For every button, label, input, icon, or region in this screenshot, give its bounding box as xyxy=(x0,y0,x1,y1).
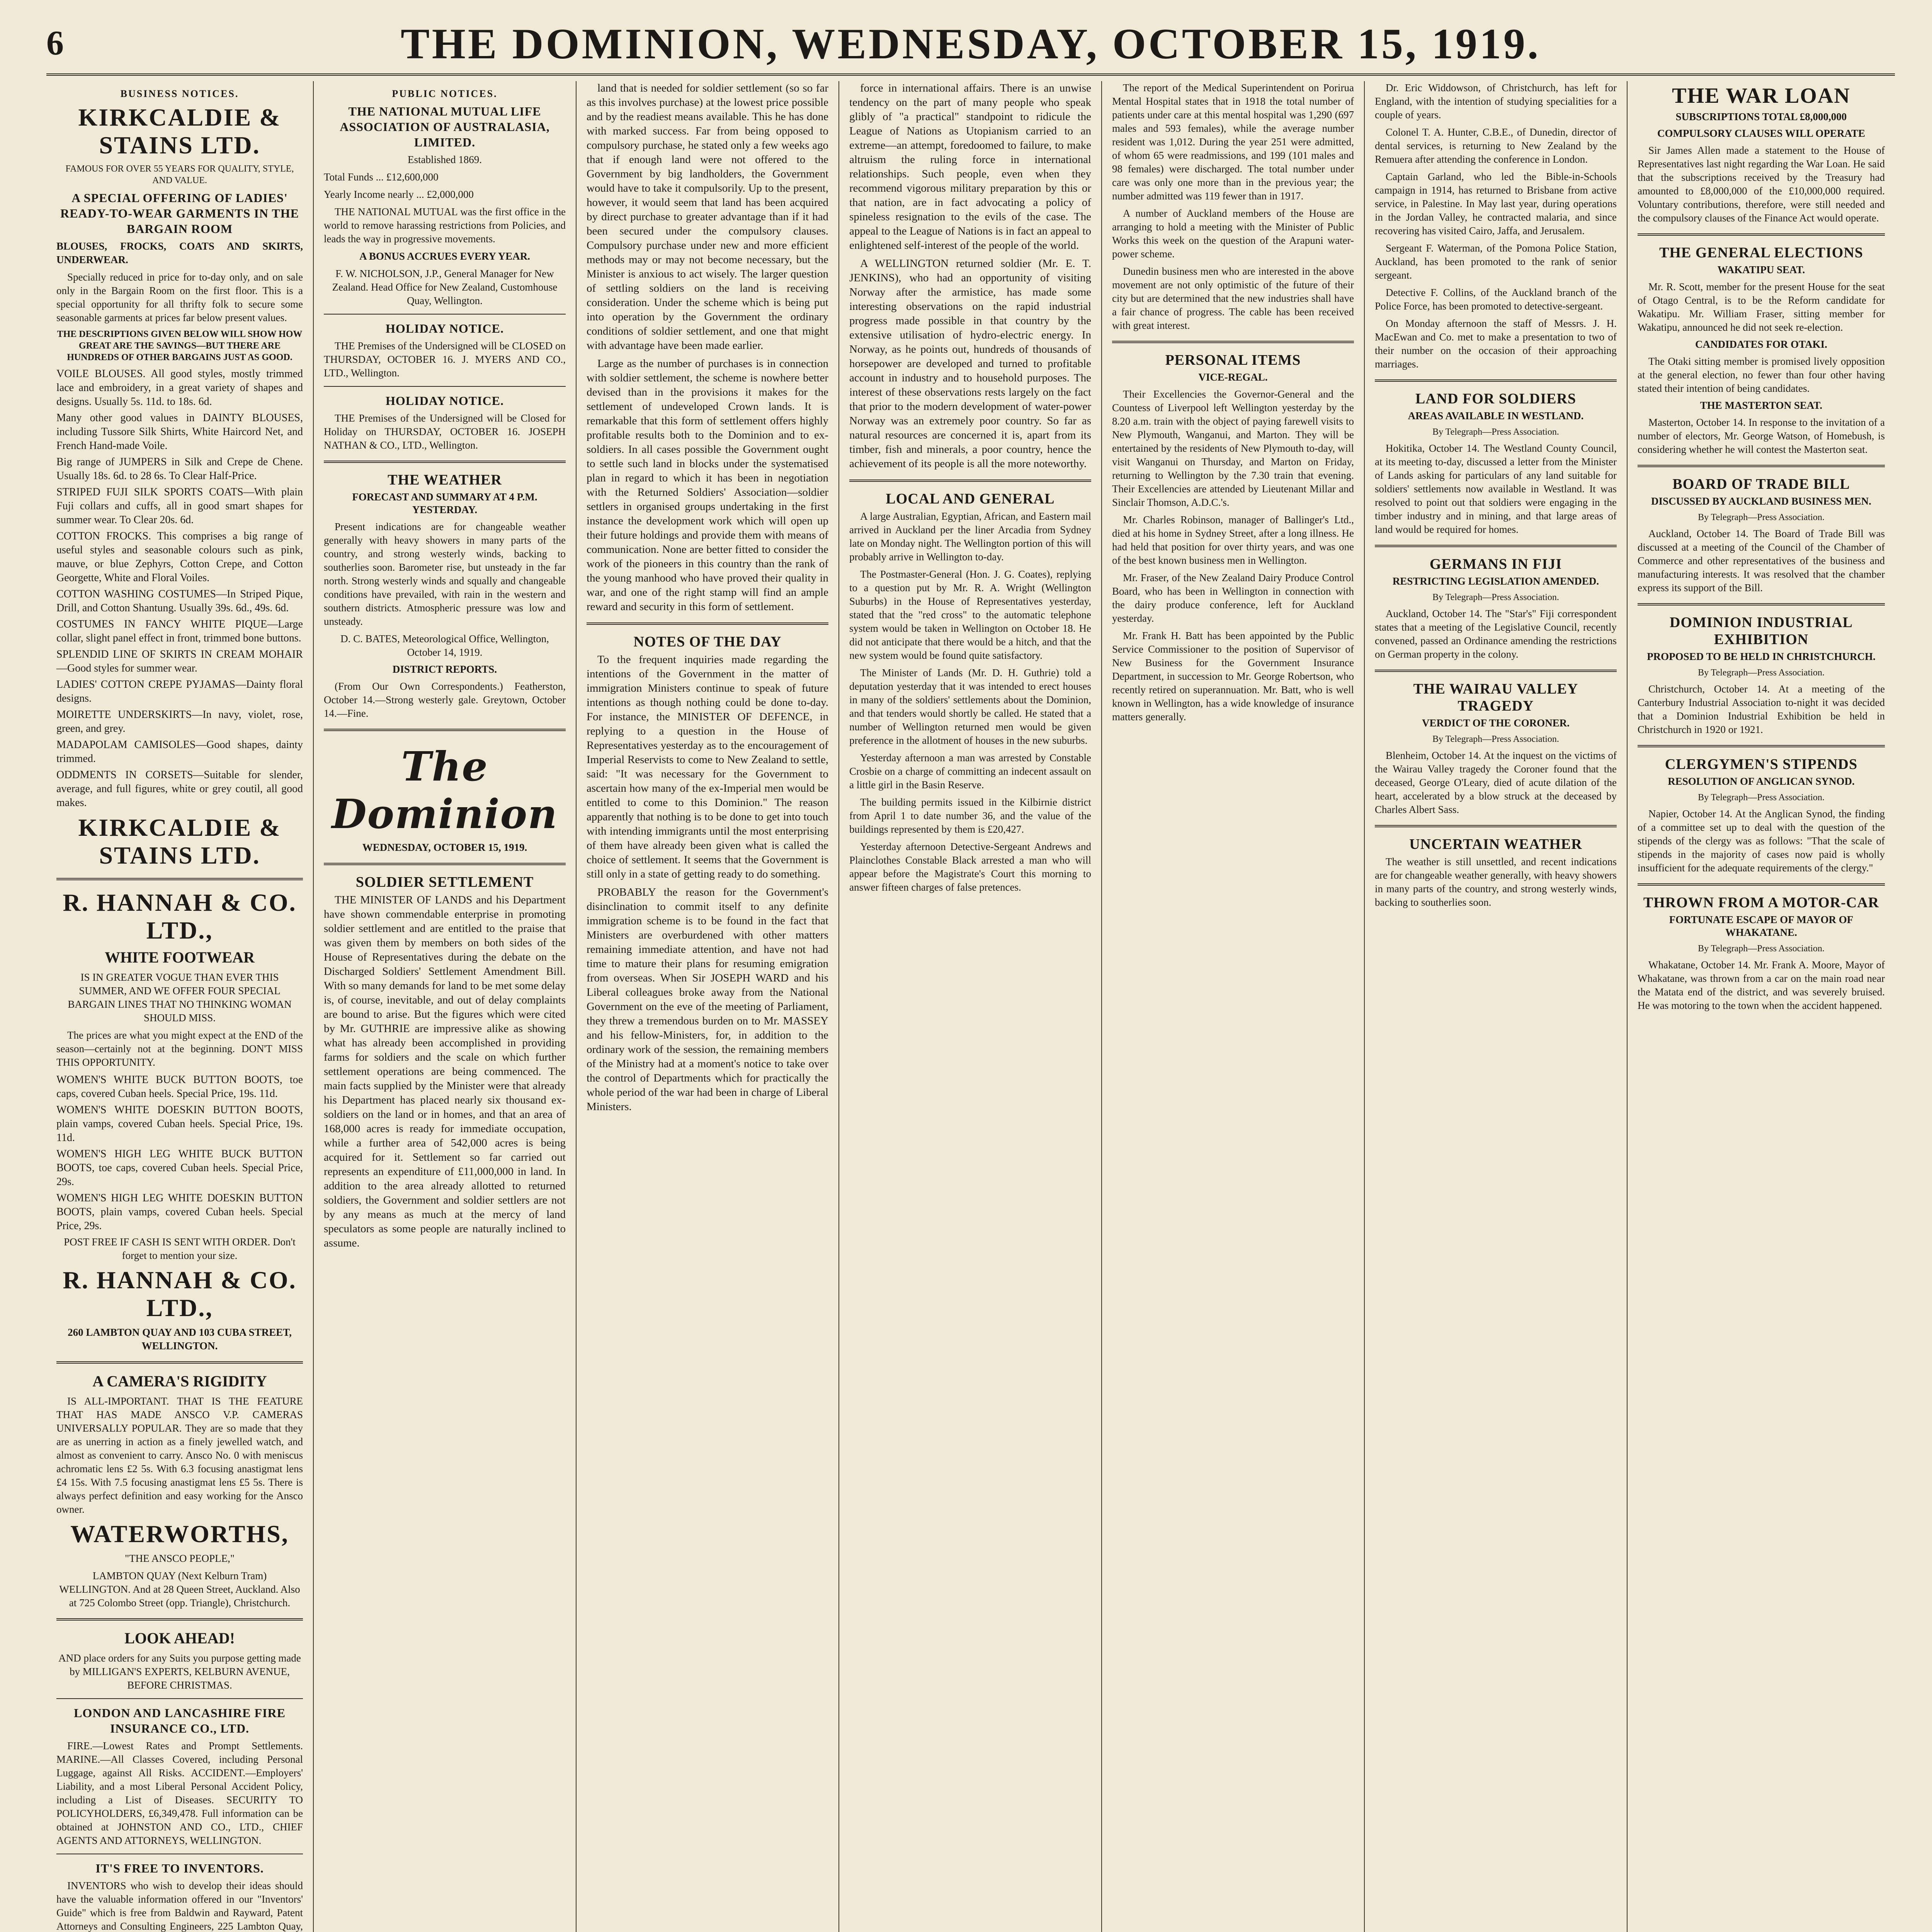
ad-line: SPLENDID LINE OF SKIRTS IN CREAM MOHAIR—Good styles for summer wear. xyxy=(56,648,303,674)
divider xyxy=(849,480,1091,482)
ad-line: Big range of JUMPERS in Silk and Crepe de Chene. Usually 18s. 6d. to 28 6s. To Clear Half-Price. xyxy=(56,456,303,482)
ad-heading: LOOK AHEAD! xyxy=(124,1629,235,1647)
article-text: Auckland, October 14. The Board of Trade Bill was discussed at a meeting of the Council of the Chamber of Commerce and other representatives of the business and manufacturing interests. It was resolved that the chamber express its support of the Bill. xyxy=(1638,528,1885,594)
divider xyxy=(1638,745,1885,747)
divider xyxy=(56,1618,303,1621)
ad-text: IS ALL-IMPORTANT. THAT IS THE FEATURE THAT HAS MADE ANSCO V.P. CAMERAS UNIVERSALLY POPULAR. They are so made that they are as unerring in action as a finely jewelled watch, and almost as convenient to carry. Ansco No. 0 with meniscus achromatic lens £2 5s. With 6.3 focusing anastigmat lens £4 15s. With 7.5 focusing anastigmat lens £5 5s. There is always perfect definition and easy working for the Ansco owner. xyxy=(56,1395,303,1515)
divider xyxy=(587,622,828,625)
article-text: Mr. R. Scott, member for the present House for the seat of Otago Central, is to be the Reform candidate for Wakatipu. Mr. William Fraser, sitting member for Wakatipu, announced he did not seek re-election. xyxy=(1638,281,1885,333)
column-3 xyxy=(576,81,838,1932)
ad-text: INVENTORS who wish to develop their ideas should have the valuable information offered in our "Inventors' Guide" which is free from Baldwin and Rayward, Patent Attorneys and Consulting Engineers, 225 Lambton Quay, xyxy=(56,1880,303,1932)
newspaper-title: THE DOMINION, WEDNESDAY, OCTOBER 15, 1919. xyxy=(401,20,1541,68)
divider xyxy=(324,314,566,315)
article-heading: THE WAR LOAN xyxy=(1672,84,1850,108)
ad-heading: WATERWORTHS, xyxy=(70,1520,289,1548)
notice-heading: THE NATIONAL MUTUAL LIFE ASSOCIATION OF AUSTRALASIA, LIMITED. xyxy=(340,104,550,149)
article-heading: THROWN FROM A MOTOR-CAR xyxy=(1643,895,1879,911)
article-text: Present indications are for changeable weather generally with heavy showers in many parts of the country, and strong westerly winds, backing to southerlies soon. Barometer rise, but unsteady in the far north. Strong westerly winds and squally and changeable conditions have prevailed, with rain in the western and southern districts. Atmospheric pressure was low and unsteady. xyxy=(324,521,566,627)
ad-heading: KIRKCALDIE & STAINS LTD. xyxy=(78,814,281,869)
article-text: The weather is still unsettled, and recent indications are for changeable weather generally, with heavy showers in many parts of the country, and strong westerly winds, backing to southerlies soon. xyxy=(1375,856,1617,908)
ad-tagline: FAMOUS FOR OVER 55 YEARS FOR QUALITY, STYLE, AND VALUE. xyxy=(65,164,294,185)
divider xyxy=(1638,465,1885,467)
notice-bonus: A BONUS ACCRUES EVERY YEAR. xyxy=(359,250,530,262)
article-byline: By Telegraph—Press Association. xyxy=(1698,512,1825,522)
ad-line: LADIES' COTTON CREPE PYJAMAS—Dainty floral designs. xyxy=(56,679,303,704)
article-heading: NOTES OF THE DAY xyxy=(633,634,782,650)
article-heading: LOCAL AND GENERAL xyxy=(886,491,1055,507)
divider xyxy=(1375,379,1617,382)
article-text: On Monday afternoon the staff of Messrs. J. H. MacEwan and Co. met to make a presentation to two of their number on the occasion of their approaching marriages. xyxy=(1375,318,1617,370)
article-subheading: VICE-REGAL. xyxy=(1198,371,1268,383)
ad-items: BLOUSES, FROCKS, COATS AND SKIRTS, UNDERWEAR. xyxy=(56,240,303,265)
article-text: Hokitika, October 14. The Westland County Council, at its meeting to-day, discussed a letter from the Minister of Lands asking for particulars of any land suitable for soldiers' settlements now available in Westland. It was resolved to point out that soldiers were engaging in the timber industry and in mining, and that large areas of land would be required for homes. xyxy=(1375,442,1617,535)
article-subheading: SUBSCRIPTIONS TOTAL £8,000,000 xyxy=(1675,111,1847,122)
leader-text: land that is needed for soldier settlement (so so far as this involves purchase) at the lowest price possible and by the readiest means available. This he has done with marked success. Far from being opposed to compulsory purchase, he stated only a few weeks ago that if enough land were not offered to the Government by big landholders, the Government would have to take it compulsorily. Up to the present, however, it would seem that land has been acquired by direct purchase to greater advantage than if it had been secured under the compulsory clauses. Compulsory purchase under new and more efficient methods may or may not become necessary, but the Minister is anxious to act wisely. The larger question of settling soldiers on the land is receiving consideration. Under the scheme which is being put into operation by the Government the ordinary conditions of soldier settlement, and one that might with advantage have been made earlier. xyxy=(587,82,828,352)
article-signature: D. C. BATES, Meteorological Office, Wellington, October 14, 1919. xyxy=(340,633,549,658)
article-text: Auckland, October 14. The "Star's" Fiji correspondent states that a meeting of the Legislative Council, recently convened, passed an Ordinance amending the restrictions on German property in the colony. xyxy=(1375,608,1617,660)
article-text: The Minister of Lands (Mr. D. H. Guthrie) told a deputation yesterday that it was intended to erect houses in many of the soldiers' settlements about the Dominion, and that tenders would shortly be called. He stated that a number of Wellington returned men would be given preference in the allotment of houses in the new suburbs. xyxy=(849,667,1091,746)
article-byline: By Telegraph—Press Association. xyxy=(1432,734,1559,744)
article-text: Napier, October 14. At the Anglican Synod, the finding of a committee set up to deal with the question of the stipends of the clergy was as follows: "That the scale of stipends in the majority of cases now paid is wholly insufficient for the adequate requirements of the clergy." xyxy=(1638,808,1885,874)
divider xyxy=(56,878,303,880)
article-heading: THE GENERAL ELECTIONS xyxy=(1659,245,1863,261)
article-subheading: FORTUNATE ESCAPE OF MAYOR OF WHAKATANE. xyxy=(1669,914,1854,938)
ad-line: WOMEN'S HIGH LEG WHITE BUCK BUTTON BOOTS, toe caps, covered Cuban heels. Special Price, 29s. xyxy=(56,1148,303,1188)
article-text: Masterton, October 14. In response to the invitation of a number of electors, Mr. George Watson, of Homebush, is considering whether he will contest the Masterton seat. xyxy=(1638,417,1885,455)
article-text: The report of the Medical Superintendent on Porirua Mental Hospital states that in 1918 the total number of patients under care at this mental hospital was 1,290 (697 males and 593 females), while the average number resident was 1,012. During the year 251 were admitted, of whom 65 were readmissions, and 199 (101 males and 98 females) were discharged. The total number under care was only one more than in the previous year; the number admitted was 119 fewer than in 1917. xyxy=(1112,82,1354,202)
section-label: BUSINESS NOTICES. xyxy=(120,88,239,99)
ad-line: COTTON WASHING COSTUMES—In Striped Pique, Drill, and Cotton Shantung. Usually 39s. 6d., 49s. 6d. xyxy=(56,588,303,614)
article-subheading: CANDIDATES FOR OTAKI. xyxy=(1695,338,1827,350)
article-text: To the frequent inquiries made regarding the intentions of the Government in the matter of immigration Ministers continue to speak of future intentions as though nothing could be done to-day. For instance, the MINISTER OF DEFENCE, in replying to a question in the House of Representatives yesterday as to the encouragement of Imperial Reservists to come to New Zealand to settle, said: "It was necessary for the Government to ascertain how many of the ex-Imperial men would be entitled to come to this Dominion." The reason apparently that nothing is to be done to get into touch with intending immigrants until the most enterprising of them have already been given what is called the choice of settlement. It seems that the Government is still only in a state of getting ready to do something. xyxy=(587,653,828,880)
ad-line: VOILE BLOUSES. All good styles, mostly trimmed lace and embroidery, in a great variety of shapes and designs. Usually 5s. 11d. to 18s. 6d. xyxy=(56,368,303,408)
article-text: A number of Auckland members of the House are arranging to hold a meeting with the Minister of Public Works this week on the question of the Arapuni water-power scheme. xyxy=(1112,207,1354,260)
article-byline: By Telegraph—Press Association. xyxy=(1698,793,1825,803)
notice-funds: Total Funds ... £12,600,000 xyxy=(324,171,439,183)
ad-heading: LONDON AND LANCASHIRE FIRE INSURANCE CO., LTD. xyxy=(74,1706,286,1735)
article-text: Blenheim, October 14. At the inquest on the victims of the Wairau Valley tragedy the Coroner found that the deceased, George O'Leary, died of acute dilation of the heart, accelerated by a blow struck at the deceased by Charles Albert Sass. xyxy=(1375,750,1617,815)
ad-intro: Specially reduced in price for to-day only, and on sale only in the Bargain Room on the first floor. This is a special opportunity for all thrifty folk to secure some seasonable garments at prices far below present values. xyxy=(56,271,303,323)
article-subheading: COMPULSORY CLAUSES WILL OPERATE xyxy=(1657,128,1865,139)
newspaper-nameplate: The Dominion xyxy=(332,743,558,838)
article-subheading: RESTRICTING LEGISLATION AMENDED. xyxy=(1392,575,1599,587)
article-text: Dr. Eric Widdowson, of Christchurch, has left for England, with the intention of studying specialities for a couple of years. xyxy=(1375,82,1617,121)
article-text: Mr. Fraser, of the New Zealand Dairy Produce Control Board, who has been in Wellington in connection with the dairy produce conference, left for Auckland yesterday. xyxy=(1112,572,1354,624)
notice-text: THE NATIONAL MUTUAL was the first office in the world to remove harassing restrictions from Policies, and leads the way in progressive movements. xyxy=(324,206,566,245)
article-subheading: PROPOSED TO BE HELD IN CHRISTCHURCH. xyxy=(1647,651,1876,662)
ad-line: COTTON FROCKS. This comprises a big range of useful styles and seasonable colours such as pink, mauve, or blue Zephyrs, Cotton Crepe, and Cotton Georgette, White and Floral Voiles. xyxy=(56,530,303,584)
divider xyxy=(324,729,566,731)
article-text: Sergeant F. Waterman, of the Pomona Police Station, Auckland, has been promoted to the rank of senior sergeant. xyxy=(1375,242,1617,281)
ad-heading: KIRKCALDIE & STAINS LTD. xyxy=(78,104,281,159)
ad-text: The prices are what you might expect at the END of the season—certainly not at the beginning. DON'T MISS THIS OPPORTUNITY. xyxy=(56,1029,303,1068)
article-text: Mr. Charles Robinson, manager of Ballinger's Ltd., died at his home in Sydney Street, after a long illness. He had held that position for over thirty years, and was one of the best known business men in Wellington. xyxy=(1112,514,1354,566)
article-text: Yesterday afternoon a man was arrested by Constable Crosbie on a charge of committing an indecent assault on a little girl in the Basin Reserve. xyxy=(849,752,1091,791)
article-text: Captain Garland, who led the Bible-in-Schools campaign in 1914, has returned to Brisbane from active service, in Palestine. In May last year, during operations in the Jordan Valley, he contracted malaria, and since recovering has visited Cairo, Jaffa, and Jerusalem. xyxy=(1375,171,1617,236)
ad-description: THE DESCRIPTIONS GIVEN BELOW WILL SHOW HOW GREAT ARE THE SAVINGS—BUT THERE ARE HUNDREDS OF OTHER BARGAINS JUST AS GOOD. xyxy=(57,329,303,362)
article-text: Whakatane, October 14. Mr. Frank A. Moore, Mayor of Whakatane, was thrown from a car on the main road near the Matata end of the district, and was severely bruised. He was motoring to the town when the accident happened. xyxy=(1638,959,1885,1011)
divider xyxy=(1375,545,1617,547)
ad-line: Many other good values in DAINTY BLOUSES, including Tussore Silk Shirts, White Haircord Net, and French Hand-made Voile. xyxy=(56,412,303,452)
article-heading: LAND FOR SOLDIERS xyxy=(1415,391,1577,407)
article-text: The Postmaster-General (Hon. J. G. Coates), replying to a question put by Mr. R. A. Wright (Wellington Suburbs) in the House of Representatives yesterday, stated that the "red cross" to the automatic telephone system would be taken in Wellington on October 18. He did not anticipate that there would be a hitch, and that the new system would be found quite satisfactory. xyxy=(849,568,1091,661)
page-number: 6 xyxy=(46,24,64,62)
article-heading: PERSONAL ITEMS xyxy=(1165,352,1301,368)
article-subheading: WAKATIPU SEAT. xyxy=(1717,264,1805,276)
article-text: PROBABLY the reason for the Government's disinclination to commit itself to any definite immigration scheme is to be found in the fact that Ministers are overburdened with other matters remaining immediate attention, and have not had time to mature their plans for resuming emigration from overseas. When Sir JOSEPH WARD and his Liberal colleagues broke away from the National Government on the eve of the meeting of Parliament, they threw a tremendous burden on to Mr. MASSEY and his fellow-Ministers, for, in addition to the ordinary work of the session, the remaining members of the Ministry had at a moment's notice to take over the control of Departments which for practically the whole period of the war had been in charge of Liberal Ministers. xyxy=(587,886,828,1113)
ad-subheading: WHITE FOOTWEAR xyxy=(105,949,255,966)
ad-text: POST FREE IF CASH IS SENT WITH ORDER. Don't forget to mention your size. xyxy=(64,1236,296,1261)
article-subheading: RESOLUTION OF ANGLICAN SYNOD. xyxy=(1668,776,1855,787)
divider xyxy=(1112,341,1354,343)
ad-subheading: A SPECIAL OFFERING OF LADIES' READY-TO-WEAR GARMENTS IN THE BARGAIN ROOM xyxy=(60,191,299,236)
ad-heading: R. HANNAH & CO. LTD., xyxy=(63,1266,297,1321)
ad-line: WOMEN'S WHITE DOESKIN BUTTON BOOTS, plain vamps, covered Cuban heels. Special Price, 19s. 11d. xyxy=(56,1104,303,1144)
notice-heading: HOLIDAY NOTICE. xyxy=(385,321,504,335)
article-heading: CLERGYMEN'S STIPENDS xyxy=(1665,756,1858,772)
article-heading: THE WAIRAU VALLEY TRAGEDY xyxy=(1413,681,1578,714)
article-heading: UNCERTAIN WEATHER xyxy=(1409,836,1582,852)
divider xyxy=(1638,233,1885,236)
article-text: Yesterday afternoon Detective-Sergeant Andrews and Plainclothes Constable Black arrested a man who will appear before the Magistrate's Court this morning to answer fifteen charges of false pretences. xyxy=(849,841,1091,893)
divider xyxy=(1638,603,1885,605)
column-5 xyxy=(1101,81,1364,1932)
leader-text: THE MINISTER OF LANDS and his Department have shown commendable enterprise in promoting soldier settlement and are entitled to the praise that was given them by members on both sides of the House of Representatives during the debate on the Discharged Soldiers' Settlement Amendment Bill. With so many demands for land to be met some delay is, of course, inevitable, and out of delay complaints are bound to arise. But the figures which were cited by Mr. GUTHRIE are impressive alike as showing what has already been accomplished in providing farms for soldiers and the scale on which further settlement operations are being commenced. The main facts supplied by the Minister were that already his Department has placed nearly six thousand ex-soldiers on the land or in homes, and that an area of 168,000 acres is ready for immediate occupation, while a further area of 542,000 acres is being acquired for it. Settlement so far carried out represents an expenditure of £11,000,000 in land. In addition to the area already allotted to returned soldiers, the Government and soldier settlers are not by any means as much at the mercy of land speculators as some people are naturally inclined to assume. xyxy=(324,894,566,1249)
leader-heading: SOLDIER SETTLEMENT xyxy=(355,874,534,890)
article-text: (From Our Own Correspondents.) Featherston, October 14.—Strong westerly gale. Greytown, October 14.—Fine. xyxy=(324,680,566,719)
divider xyxy=(56,1361,303,1364)
article-heading: DOMINION INDUSTRIAL EXHIBITION xyxy=(1670,614,1853,648)
article-subheading: DISCUSSED BY AUCKLAND BUSINESS MEN. xyxy=(1651,495,1871,507)
article-text: Their Excellencies the Governor-General and the Countess of Liverpool left Wellington yesterday by the 8.20 a.m. train with the object of paying farewell visits to New Plymouth, Wanganui, and Marton. They will be entertained by the residents of New Plymouth to-day, will visit Wanganui on Thursday, and Marton on Friday, returning to Wellington by the 7.30 train that evening. Their Excellencies are attended by Lieutenant Millar and Sinclair Thomson, A.D.C.'s. xyxy=(1112,388,1354,508)
ad-line: STRIPED FUJI SILK SPORTS COATS—With plain Fuji collars and cuffs, all in good smart shapes for summer wear. To Clear 20s. 6d. xyxy=(56,486,303,526)
article-byline: By Telegraph—Press Association. xyxy=(1698,668,1825,678)
article-text: A large Australian, Egyptian, African, and Eastern mail arrived in Auckland per the liner Arcadia from Sydney late on Monday night. The Wellington portion of this will probably arrive in Wellington to-day. xyxy=(849,510,1091,563)
article-subheading: DISTRICT REPORTS. xyxy=(392,663,497,675)
notice-text: THE Premises of the Undersigned will be Closed for Holiday on THURSDAY, OCTOBER 16. JOSEPH NATHAN & CO., LTD., Wellington. xyxy=(324,412,566,451)
divider xyxy=(324,461,566,463)
article-heading: BOARD OF TRADE BILL xyxy=(1672,476,1850,492)
notice-heading: HOLIDAY NOTICE. xyxy=(385,394,504,408)
column-2 xyxy=(313,81,576,1932)
column-4 xyxy=(838,81,1101,1932)
divider xyxy=(324,386,566,387)
article-text: Detective F. Collins, of the Auckland branch of the Police Force, has been promoted to detective-sergeant. xyxy=(1375,287,1617,312)
ad-heading: R. HANNAH & CO. LTD., xyxy=(63,889,297,944)
notice-manager: F. W. NICHOLSON, J.P., General Manager for New Zealand. Head Office for New Zealand, Customhouse Quay, Wellington. xyxy=(332,268,558,306)
leader-date: WEDNESDAY, OCTOBER 15, 1919. xyxy=(362,842,527,853)
divider xyxy=(1375,670,1617,672)
article-subheading: THE MASTERTON SEAT. xyxy=(1700,400,1823,411)
ad-text: AND place orders for any Suits you purpose getting made by MILLIGAN'S EXPERTS, KELBURN AVENUE, BEFORE CHRISTMAS. xyxy=(58,1652,301,1691)
article-heading: THE WEATHER xyxy=(388,472,502,488)
ad-text: FIRE.—Lowest Rates and Prompt Settlements. MARINE.—All Classes Covered, including Personal Luggage, against All Risks. ACCIDENT.—Employers' Liability, and a most Liberal Personal Accident Policy, including a List of Diseases. SECURITY TO POLICYHOLDERS, £6,349,478. Full information can be obtained at JOHNSTON AND CO., LTD., CHIEF AGENTS AND ATTORNEYS, WELLINGTON. xyxy=(56,1740,303,1846)
article-text: A WELLINGTON returned soldier (Mr. E. T. JENKINS), who had an opportunity of visiting Norway after the armistice, has made some interesting observations on the rapid industrial progress made possible in that country by the extensive utilisation of hydro-electric energy. In Norway, as he points out, hundreds of thousands of horsepower are developed and turned to profitable account in industry and to household purposes. The interest of these observations rests largely on the fact that prior to the modern development of water-power Norway was an extremely poor country. So far as natural resources are concerned it is, apart from its timber, fish and minerals, a poor country, hence the achievement of its people is all the more noteworthy. xyxy=(849,257,1091,470)
ad-address: LAMBTON QUAY (Next Kelburn Tram) WELLINGTON. And at 28 Queen Street, Auckland. Also at 725 Colombo Street (opp. Triangle), Christchurch. xyxy=(59,1570,300,1609)
ad-line: WOMEN'S HIGH LEG WHITE DOESKIN BUTTON BOOTS, plain vamps, covered Cuban heels. Special Price, 29s. xyxy=(56,1192,303,1232)
article-byline: By Telegraph—Press Association. xyxy=(1432,592,1559,602)
divider xyxy=(1375,825,1617,827)
ad-line: ODDMENTS IN CORSETS—Suitable for slender, average, and full figures, white or grey coutil, all good makes. xyxy=(56,769,303,809)
divider xyxy=(324,863,566,865)
ad-line: COSTUMES IN FANCY WHITE PIQUE—Large collar, slight panel effect in front, trimmed bone buttons. xyxy=(56,618,303,644)
masthead xyxy=(46,15,1895,76)
notice-established: Established 1869. xyxy=(408,154,482,165)
article-text: Sir James Allen made a statement to the House of Representatives last night regarding the War Loan. He said that the subscriptions received by the Treasury had amounted to £8,000,000 of the £10,000,000 required. Voluntary contributions, therefore, were still needed and the compulsory clauses of the Finance Act would operate. xyxy=(1638,145,1885,224)
ad-sub: "THE ANSCO PEOPLE," xyxy=(125,1553,235,1564)
ad-sub: IS IN GREATER VOGUE THAN EVER THIS SUMMER, AND WE OFFER FOUR SPECIAL BARGAIN LINES THAT NO THINKING WOMAN SHOULD MISS. xyxy=(68,971,292,1024)
column-7 xyxy=(1627,81,1895,1932)
article-text: force in international affairs. There is an unwise tendency on the part of many people who speak glibly of "a practical" standpoint to ridicule the League of Nations as Utopianism carried to an extreme—an attempt, foredoomed to failure, to make altruism the ruling force in international relationships. Such people, even when they recommend vigorous military preparation by this or that nation, are in fact advocating a policy of spineless resignation to the evils of the case. The appeal to the League of Nations is in fact an appeal to enlightened self-interest of the people of the world. xyxy=(849,82,1091,252)
article-subheading: AREAS AVAILABLE IN WESTLAND. xyxy=(1408,410,1584,422)
ad-line: WOMEN'S WHITE BUCK BUTTON BOOTS, toe caps, covered Cuban heels. Special Price, 19s. 11d. xyxy=(56,1074,303,1100)
article-text: Dunedin business men who are interested in the above movement are not only optimistic of the future of their city but are determined that the new industries shall have a fair chance of progress. The cable has been received with great interest. xyxy=(1112,265,1354,331)
article-text: Mr. Frank H. Batt has been appointed by the Public Service Commissioner to the position of Supervisor of New Business for the Government Insurance Department, in succession to Mr. George Robertson, who recently retired on superannuation. Mr. Batt, who is well known in Wellington, has a wide knowledge of insurance matters generally. xyxy=(1112,630,1354,723)
article-text: Colonel T. A. Hunter, C.B.E., of Dunedin, director of dental services, is returning to New Zealand by the Remuera after attending the conference in London. xyxy=(1375,126,1617,165)
ad-address: 260 LAMBTON QUAY AND 103 CUBA STREET, WELLINGTON. xyxy=(68,1327,292,1352)
article-text: The building permits issued in the Kilbirnie district from April 1 to date number 36, and the value of the buildings represented by them is £20,427. xyxy=(849,796,1091,835)
divider xyxy=(1638,883,1885,886)
article-byline: By Telegraph—Press Association. xyxy=(1698,944,1825,954)
notice-text: THE Premises of the Undersigned will be CLOSED on THURSDAY, OCTOBER 16. J. MYERS AND CO., LTD., Wellington. xyxy=(324,340,566,379)
article-subheading: FORECAST AND SUMMARY AT 4 P.M. YESTERDAY. xyxy=(352,491,537,515)
column-1 xyxy=(46,81,313,1932)
article-text: The Otaki sitting member is promised lively opposition at the general election, no fewer than four other having stated their intention of being candidates. xyxy=(1638,355,1885,394)
article-text: Christchurch, October 14. At a meeting of the Canterbury Industrial Association to-night it was decided that a Dominion Industrial Exhibition be held in Christchurch in 1920 or 1921. xyxy=(1638,683,1885,735)
section-label: PUBLIC NOTICES. xyxy=(392,88,498,99)
ad-heading: IT'S FREE TO INVENTORS. xyxy=(95,1861,264,1875)
leader-text: Large as the number of purchases is in connection with soldier settlement, the scheme is nowhere better devised than in the provisions it makes for the settlement of undeveloped Crown lands. It is remarkable that this form of settlement offers highly profitable results both to the Dominion and to ex-soldiers. In all cases possible the Government ought to settle such land in blocks under the systematised plan in regard to which it has been in negotiation with the Returned Soldiers' Association—soldier settlers in organised groups undertaking in the first instance the development work which will open up their future holdings and provide them with means of communication. None are better fitted to consider the work of the pioneers in this country than the rank of the young manhood who have proved their quality in war, and one of the right stamp will find an ample reward and security in this form of settlement. xyxy=(587,357,828,613)
article-byline: By Telegraph—Press Association. xyxy=(1432,427,1559,437)
divider xyxy=(56,1698,303,1699)
article-heading: GERMANS IN FIJI xyxy=(1429,556,1562,572)
notice-income: Yearly Income nearly ... £2,000,000 xyxy=(324,189,474,200)
column-6 xyxy=(1364,81,1627,1932)
article-subheading: VERDICT OF THE CORONER. xyxy=(1422,717,1570,729)
newspaper-columns xyxy=(46,81,1895,1932)
ad-heading: A CAMERA'S RIGIDITY xyxy=(92,1372,267,1390)
ad-line: MOIRETTE UNDERSKIRTS—In navy, violet, rose, green, and grey. xyxy=(56,709,303,735)
ad-line: MADAPOLAM CAMISOLES—Good shapes, dainty trimmed. xyxy=(56,739,303,765)
